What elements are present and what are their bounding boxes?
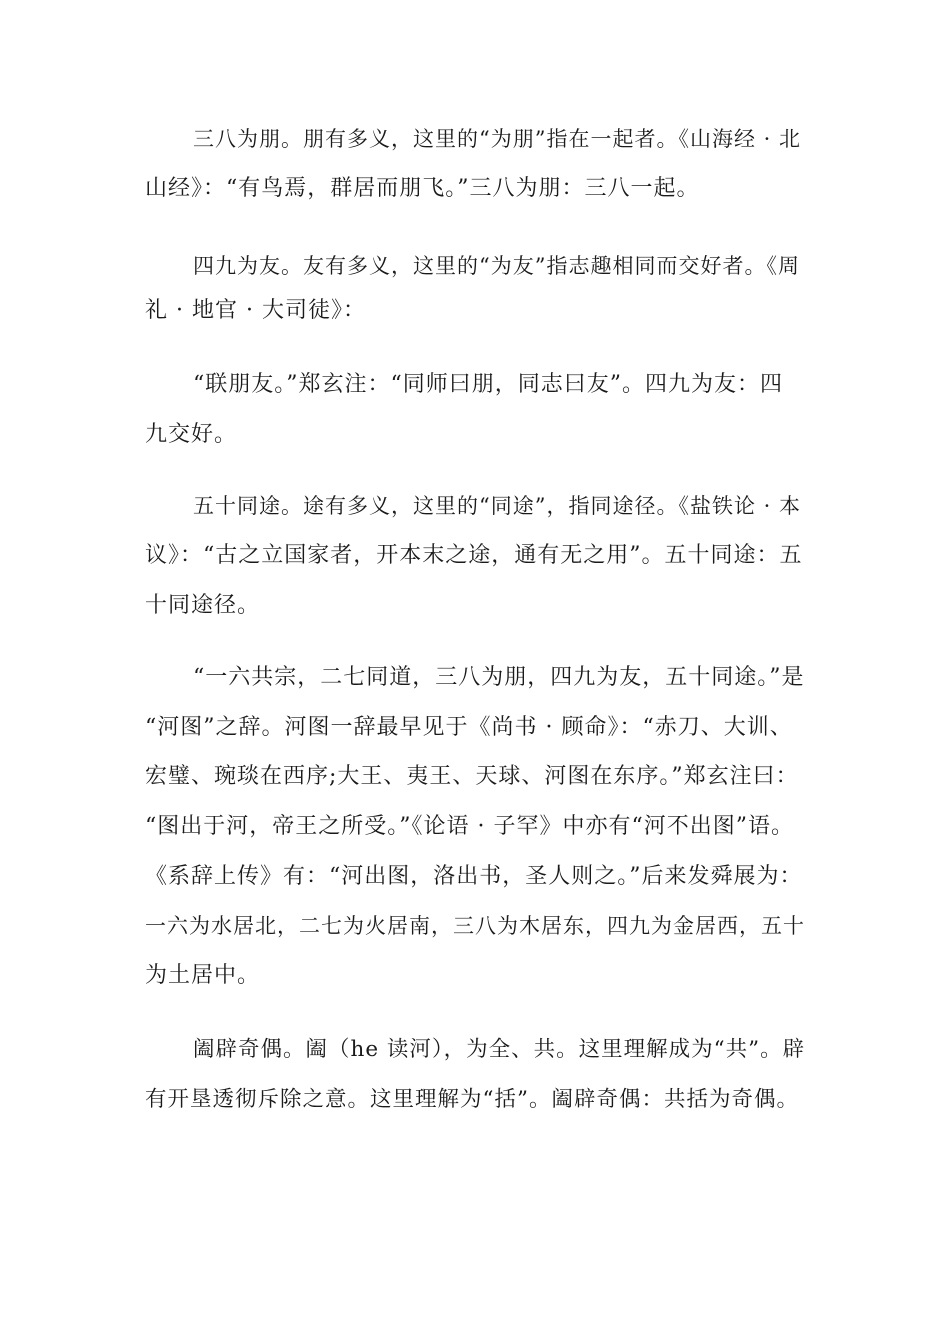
paragraph-5-line-1: “一六共宗，二七同道，三八为朋，四九为友，五十同途。”是 xyxy=(193,665,805,690)
paragraph-1-line-2: 山经》：“有鸟焉，群居而朋飞。”三八为朋：三八一起。 xyxy=(145,176,700,201)
paragraph-3-line-1: “联朋友。”郑玄注：“同师曰朋，同志曰友”。四九为友：四 xyxy=(193,372,783,397)
paragraph-6-line-2: 有开垦透彻斥除之意。这里理解为“括”。阖辟奇偶：共括为奇偶。 xyxy=(145,1087,799,1112)
paragraph-3-line-2: 九交好。 xyxy=(145,422,238,447)
paragraph-5-line-2: “河图”之辞。河图一辞最早见于《尚书 · 顾命》：“赤刀、大训、 xyxy=(145,715,793,740)
paragraph-5-line-4: “图出于河，帝王之所受。”《论语 · 子罕》中亦有“河不出图”语。 xyxy=(145,814,794,839)
paragraph-4-line-3: 十同途径。 xyxy=(145,593,261,618)
paragraph-5-line-6: 一六为水居北，二七为火居南，三八为木居东，四九为金居西，五十 xyxy=(145,914,805,938)
paragraph-2-line-1: 四九为友。友有多义，这里的“为友”指志趣相同而交好者。《周 xyxy=(193,254,800,278)
paragraph-1-line-1: 三八为朋。朋有多义，这里的“为朋”指在一起者。《山海经 · 北 xyxy=(193,127,801,151)
paragraph-6-line-1: 阖辟奇偶。阖（he 读河），为全、共。这里理解成为“共”。辟 xyxy=(193,1037,806,1062)
paragraph-2-line-2: 礼 · 地官 · 大司徒》： xyxy=(145,298,366,323)
paragraph-5-line-7: 为土居中。 xyxy=(145,963,261,988)
paragraph-5-line-3: 宏璧、琬琰在西序;大王、夷王、天球、河图在东序。”郑玄注曰： xyxy=(145,764,799,789)
paragraph-5-line-5: 《系辞上传》有：“河出图，洛出书，圣人则之。”后来发舜展为： xyxy=(145,864,803,889)
paragraph-4-line-2: 议》：“古之立国家者，开本末之途，通有无之用”。五十同途：五 xyxy=(145,543,803,568)
paragraph-4-line-1: 五十同途。途有多义，这里的“同途”，指同途径。《盐铁论 · 本 xyxy=(193,494,801,518)
